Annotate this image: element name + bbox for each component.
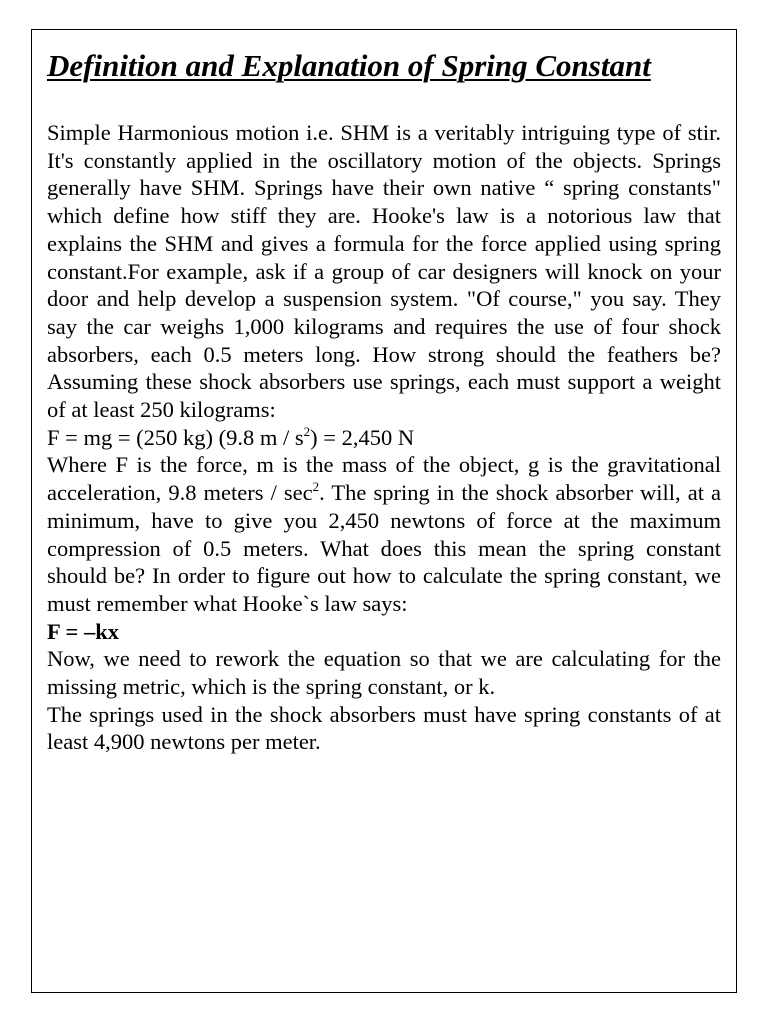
document-content [47,44,721,756]
equation-force-weight [47,424,721,452]
paragraph-explanation [47,451,721,617]
paragraph-explanation-exponent: 2 [312,479,320,495]
paragraph-conclusion: The springs used in the shock absorbers must have spring constants of at least 4,900 newtons per meter. [47,701,721,755]
paragraph-rework: Now, we need to rework the equation so that we are calculating for the missing metric, which is the spring constant, or k. [47,646,721,700]
document-body [47,119,721,756]
equation-force-weight-end: ) = 2,450 N [310,424,415,450]
equation-force-weight-start: F = mg = (250 kg) (9.8 m / s [47,424,304,450]
hookes-law-equation: F = –kx [47,618,119,644]
equation-exponent: 2 [303,423,311,439]
paragraph-explanation-start: Where F is the force, m is the mass of the object, g is the gravitational acceleration, 9.8 meters / sec [47,452,721,506]
paragraph-intro: Simple Harmonious motion i.e. SHM is a veritably intriguing type of stir. It's constantly applied in the oscillatory motion of the objects. Springs generally have SHM. Springs have their own native “ spring constants" which define how stiff they are. Hooke's law is a notorious law that explains the SHM and gives a formula for the force applied using spring constant.For example, ask if a group of car designers will knock on your door and help develop a suspension system. "Of course," you say. They say the car weighs 1,000 kilograms and requires the use of four shock absorbers, each 0.5 meters long. How strong should the feathers be? Assuming these shock absorbers use springs, each must support a weight of at least 250 kilograms: [47,120,721,423]
document-title: Definition and Explanation of Spring Constant [47,48,651,83]
paragraph-explanation-end: . The spring in the shock absorber will, at a minimum, have to give you 2,450 newtons of force at the maximum compression of 0.5 meters. What does this mean the spring constant should be? In order to figure out how to calculate the spring constant, we must remember what Hooke`s law says: [47,480,721,616]
